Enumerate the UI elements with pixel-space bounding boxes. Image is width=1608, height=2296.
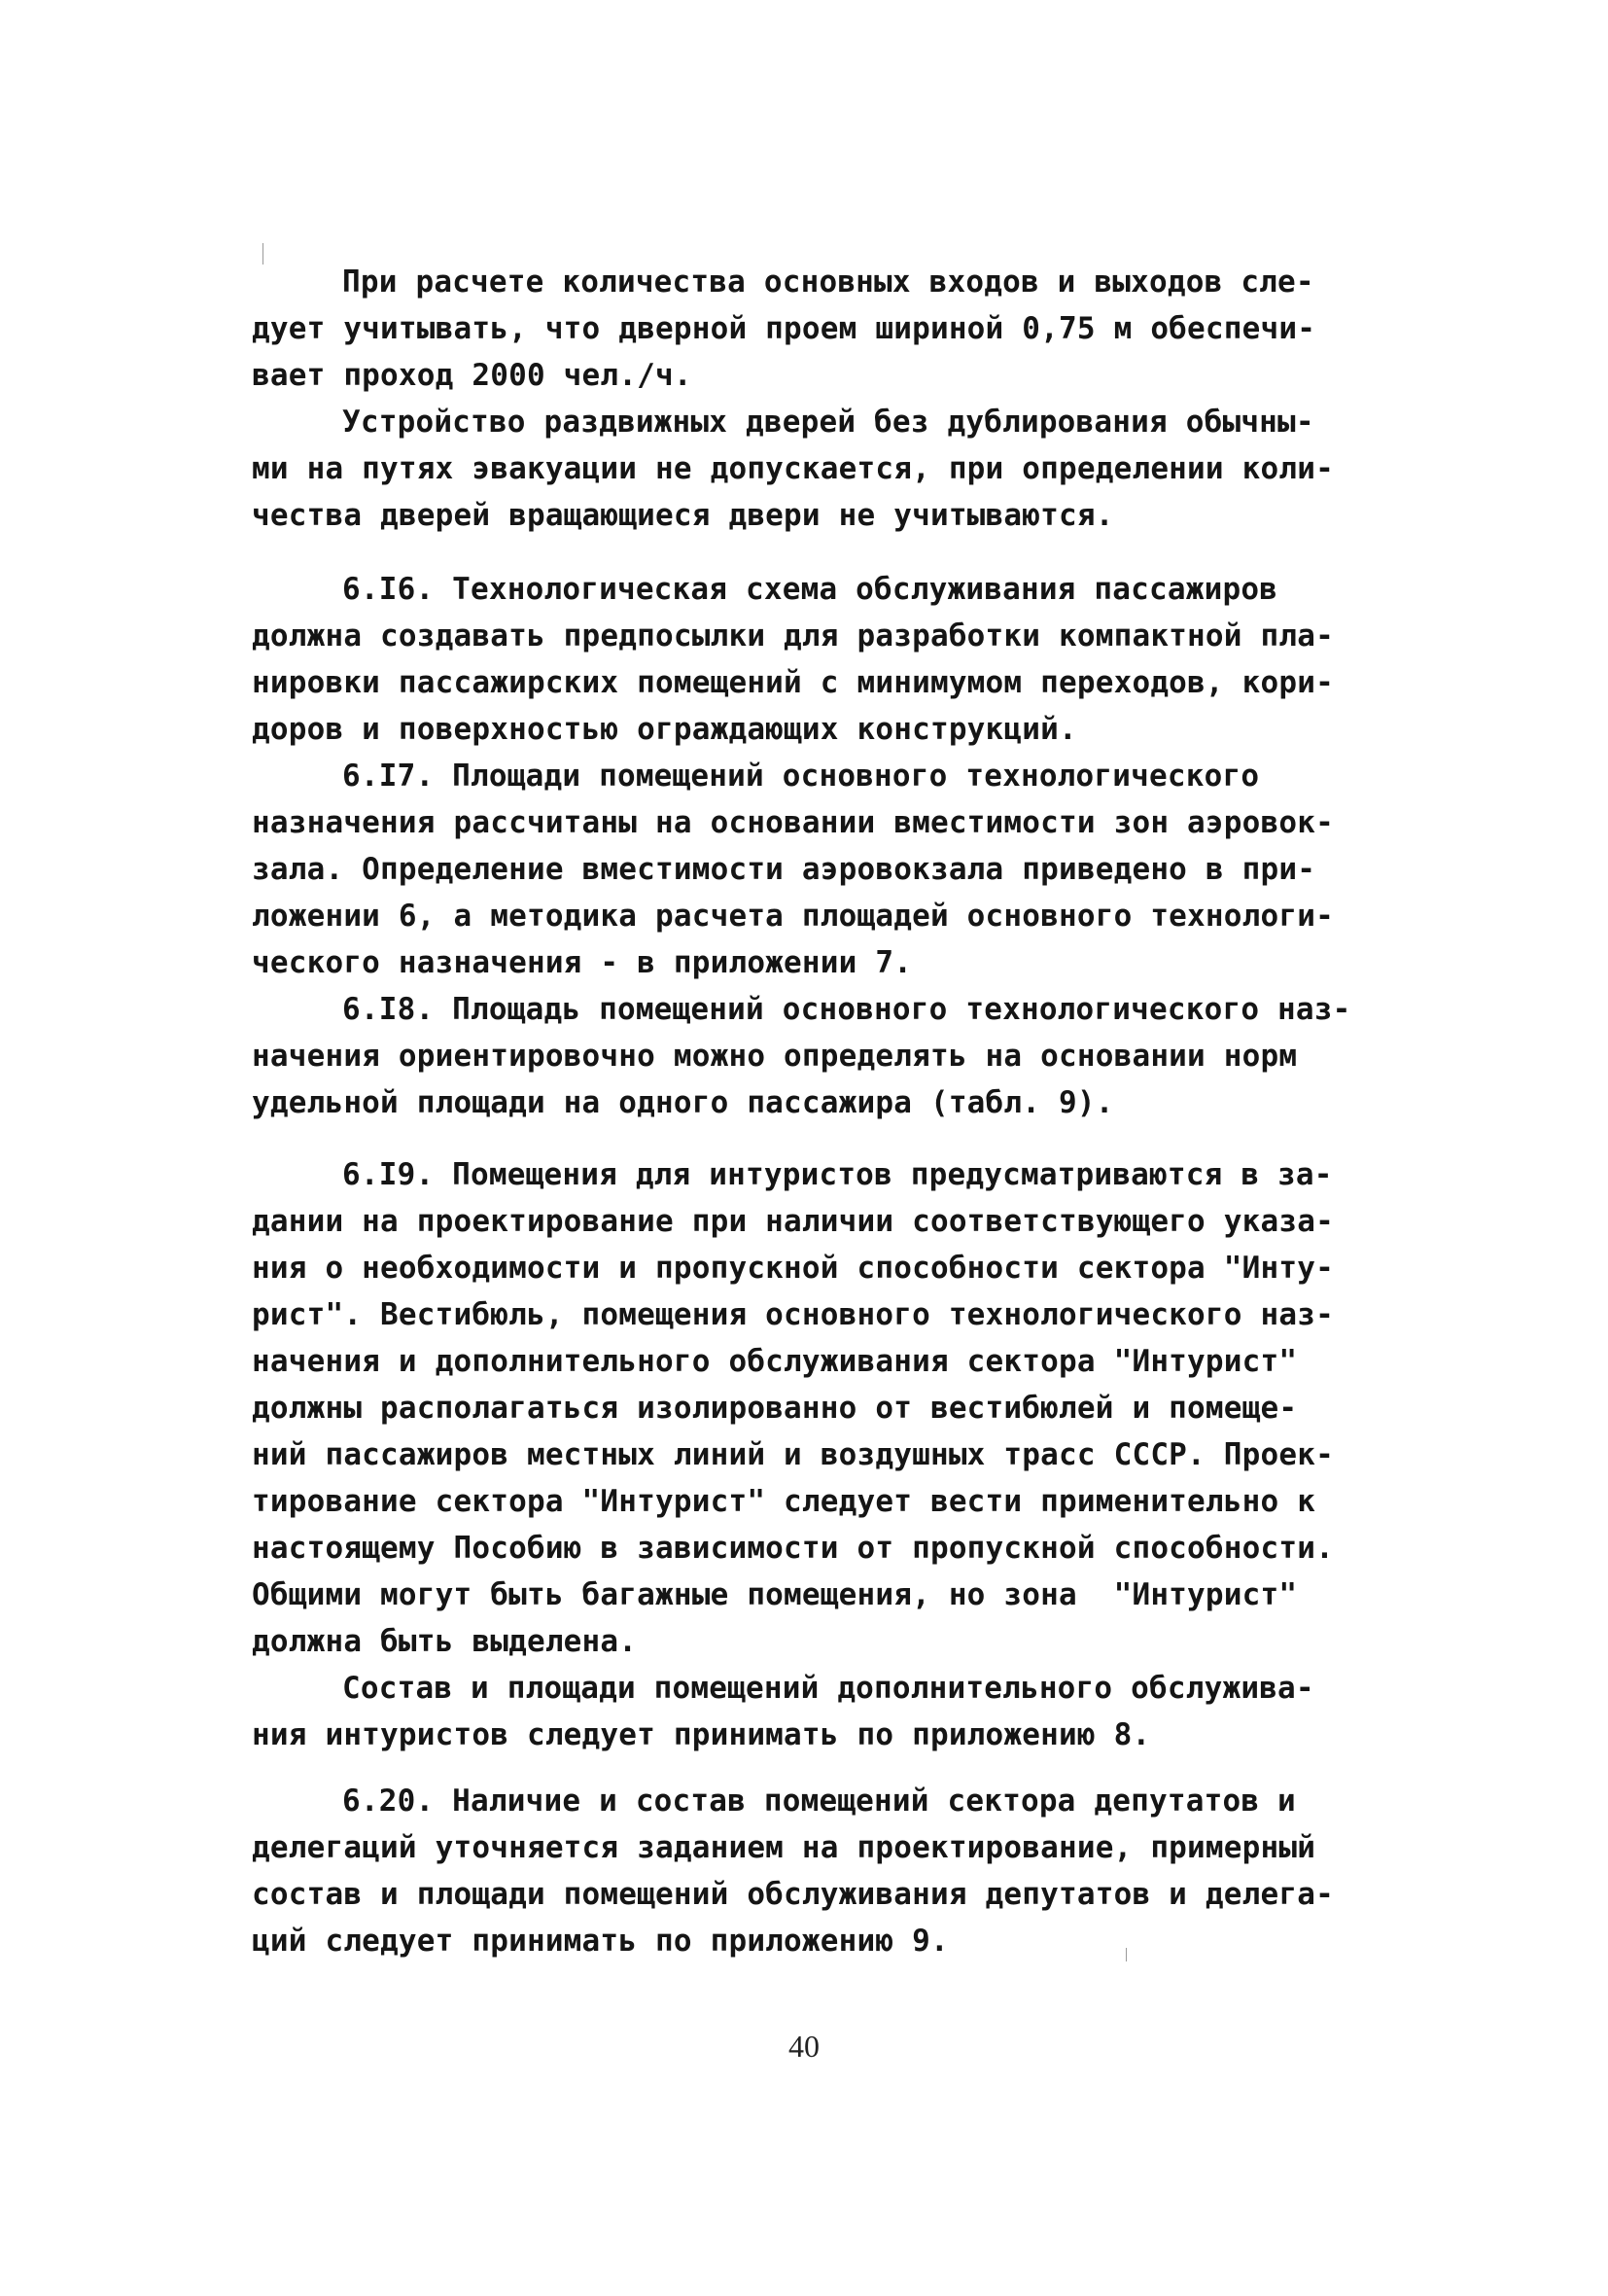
text-line: дании на проектирование при наличии соответствующего указа- xyxy=(252,1204,1334,1239)
text-line: должны располагаться изолированно от вестибюлей и помеще- xyxy=(252,1391,1298,1426)
text-line: начения ориентировочно можно определять на основании норм xyxy=(252,1039,1298,1074)
text-line: рист". Вестибюль, помещения основного технологического наз- xyxy=(252,1297,1334,1332)
text-line: 6.I9. Помещения для интуристов предусматриваются в за- xyxy=(342,1157,1333,1192)
text-line: Устройство раздвижных дверей без дублирования обычны- xyxy=(342,405,1314,440)
text-line: ций следует принимать по приложению 9. xyxy=(252,1924,949,1959)
text-line: должна быть выделена. xyxy=(252,1624,638,1659)
paragraph-clause-6-18 xyxy=(252,986,1380,1126)
paragraph-intro-doors xyxy=(252,259,1380,399)
text-line: настоящему Пособию в зависимости от пропускной способности. xyxy=(252,1531,1334,1566)
text-line: дует учитывать, что дверной проем шириной 0,75 м обеспечи- xyxy=(252,311,1316,346)
text-line: удельной площади на одного пассажира (табл. 9). xyxy=(252,1085,1114,1120)
text-line: назначения рассчитаны на основании вместимости зон аэровок- xyxy=(252,805,1334,840)
text-line: При расчете количества основных входов и выходов сле- xyxy=(342,265,1314,300)
text-line: должна создавать предпосылки для разработки компактной пла- xyxy=(252,618,1334,653)
text-line: 6.I7. Площади помещений основного технологического xyxy=(342,759,1260,794)
paragraph-clause-6-17 xyxy=(252,753,1380,986)
text-line: Состав и площади помещений дополнительного обслужива- xyxy=(342,1671,1314,1706)
text-line: состав и площади помещений обслуживания депутатов и делега- xyxy=(252,1877,1334,1912)
text-line: нировки пассажирских помещений с минимумом переходов, кори- xyxy=(252,665,1334,700)
text-line: 6.20. Наличие и состав помещений сектора депутатов и xyxy=(342,1784,1296,1819)
paragraph-clause-6-20 xyxy=(252,1778,1380,1964)
paragraph-intourist-services xyxy=(252,1665,1380,1758)
text-line: ми на путях эвакуации не допускается, при определении коли- xyxy=(252,451,1334,486)
text-line: тирование сектора "Интурист" следует вести применительно к xyxy=(252,1484,1316,1519)
paragraph-clause-6-19 xyxy=(252,1151,1380,1665)
text-line: ний пассажиров местных линий и воздушных трасс СССР. Проек- xyxy=(252,1437,1334,1472)
text-line: ческого назначения - в приложении 7. xyxy=(252,945,913,980)
text-line: начения и дополнительного обслуживания сектора "Интурист" xyxy=(252,1344,1298,1379)
page-number: 40 xyxy=(788,2029,820,2064)
text-line: вает проход 2000 чел./ч. xyxy=(252,358,692,393)
text-line: делегаций уточняется заданием на проектирование, примерный xyxy=(252,1830,1316,1865)
text-line: 6.I8. Площадь помещений основного технологического наз- xyxy=(342,992,1351,1027)
text-line: доров и поверхностью ограждающих конструкций. xyxy=(252,712,1077,747)
text-line: Общими могут быть багажные помещения, но зона "Интурист" xyxy=(252,1577,1298,1612)
text-line: чества дверей вращающиеся двери не учитываются. xyxy=(252,498,1114,533)
text-line: ния интуристов следует принимать по приложению 8. xyxy=(252,1717,1151,1752)
text-line: 6.I6. Технологическая схема обслуживания пассажиров xyxy=(342,572,1278,607)
text-line: ния о необходимости и пропускной способности сектора "Инту- xyxy=(252,1251,1334,1286)
paragraph-clause-6-16 xyxy=(252,566,1380,753)
paragraph-sliding-doors xyxy=(252,399,1380,539)
text-line: зала. Определение вместимости аэровокзала приведено в при- xyxy=(252,852,1316,887)
text-line: ложении 6, а методика расчета площадей основного технологи- xyxy=(252,899,1334,934)
